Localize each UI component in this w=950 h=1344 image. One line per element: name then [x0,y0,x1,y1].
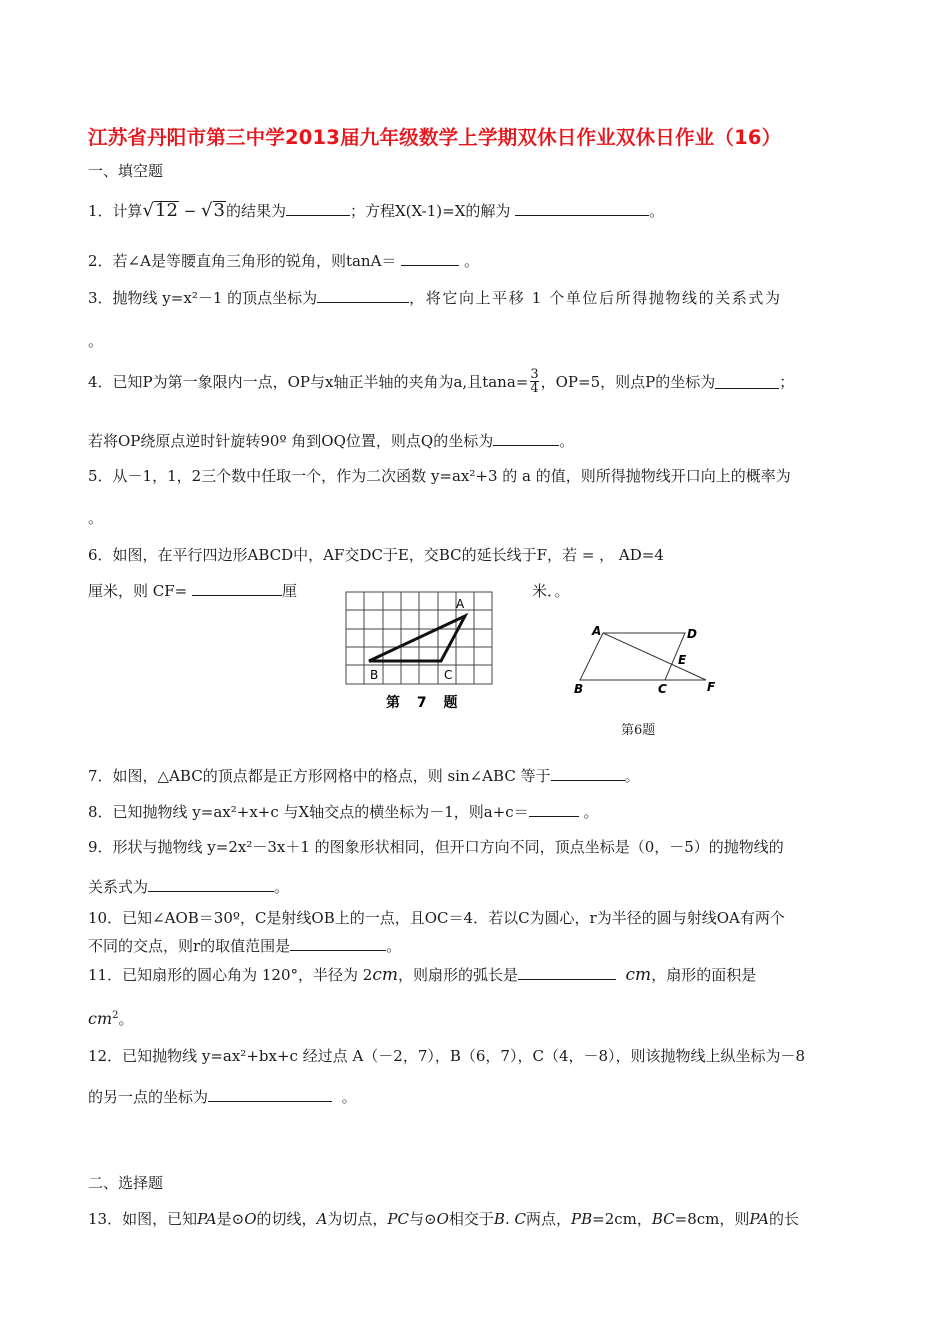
answer-blank[interactable] [286,201,350,216]
label-B: B [370,668,379,682]
answer-blank[interactable] [515,201,649,216]
question-5: 5．从－1，1，2三个数中任取一个，作为二次函数 y=ax²+3 的 a 的值，则所得抛物线开口向上的概率为 [88,467,791,485]
section-multiple-choice: 二、选择题 [88,1174,164,1192]
q3-line2: 。 [88,332,104,350]
question-4-line2 [88,430,574,451]
question-8 [88,801,598,822]
var-PA: PA [749,1210,769,1228]
q2-text: 2．若∠A是等腰直角三角形的锐角，则tanA＝ [88,252,397,270]
question-9-line2 [88,876,289,897]
question-1 [88,200,664,221]
q4-prefix: 4．已知P为第一象限内一点，OP与x轴正半轴的夹角为a,且tana= [88,373,529,391]
sqrt-12: √12 [142,200,178,221]
q7-end: 。 [624,767,640,785]
q6-unit-b: 米．。 [532,582,570,600]
q11-text-c: ，扇形的面积是 [651,966,757,984]
q13-text: 是⊙ [216,1210,245,1228]
answer-blank[interactable] [192,581,282,596]
q10-line2-text: 不同的交点，则r的取值范围是 [88,937,291,955]
q5-line2: 。 [88,509,104,527]
figure-7-graphic [344,590,494,715]
question-13 [88,1208,799,1229]
q8-text: 8．已知抛物线 y=ax²+x+c 与X轴交点的横坐标为－1，则a+c＝ [88,803,529,821]
label-F: F [707,680,716,694]
q13-text: 为切点， [327,1210,388,1228]
label-A: A [592,624,602,638]
var-O: O [436,1210,449,1228]
var-C: C [514,1210,526,1228]
q12-end: 。 [341,1088,357,1106]
q4-line2-text: 若将OP绕原点逆时针旋转90º 角到OQ位置，则点Q的坐标为 [88,432,494,450]
q13-text: 两点， [525,1210,571,1228]
q11-text-b: ，则扇形的弧长是 [397,966,518,984]
q13-text: =8cm，则 [674,1210,750,1228]
section-fill-in-blank: 一、填空题 [88,162,164,180]
question-6-line2 [88,580,297,601]
answer-blank[interactable] [208,1087,332,1102]
q6-text: 厘米，则 CF= [88,582,188,600]
label-D: D [687,627,697,641]
answer-blank[interactable] [290,936,386,951]
q2-end: 。 [463,252,479,270]
fraction-3-4: $\frac{3}{4}$ [530,367,539,396]
var-BC: BC [651,1210,675,1228]
var-B: B [493,1210,505,1228]
q3-text: 3．抛物线 y=x²－1 的顶点坐标为 [88,289,318,307]
q4-post: ，OP=5，则点P的坐标为 [540,373,716,391]
q11-sup: 2 [112,1010,119,1021]
question-2 [88,250,479,271]
answer-blank[interactable] [529,802,579,817]
figure-7 [344,590,494,719]
question-3 [88,287,782,308]
var-PC: PC [387,1210,409,1228]
q13-text: . [504,1210,510,1228]
answer-blank[interactable] [148,877,274,892]
q4-line2-end: 。 [559,432,575,450]
q13-text: =2cm， [592,1210,652,1228]
q7-text: 7．如图，△ABC的顶点都是正方形网格中的格点，则 sin∠ABC 等于 [88,767,551,785]
q13-text: 的长 [768,1210,799,1228]
var-PB: PB [571,1210,593,1228]
label-C: C [658,682,667,696]
figure-6-caption: 第6题 [621,723,656,738]
answer-blank[interactable] [493,431,559,446]
q1-mid2: ；方程X(X-1)=X的解为 [350,202,511,220]
q10-end: 。 [386,937,402,955]
question-10: 10．已知∠AOB＝30º，C是射线OB上的一点，且OC＝4．若以C为圆心，r为半径的圆与射线OA有两个 [88,909,785,927]
figure-7-caption: 第 7 题 [386,695,464,711]
question-12-line2 [88,1086,357,1107]
q8-end: 。 [583,803,599,821]
answer-blank[interactable] [551,766,625,781]
question-11-line2 [88,1008,134,1029]
label-A: A [456,597,465,611]
question-12: 12．已知抛物线 y=ax²+bx+c 经过点 A（－2，7），B（6，7），C（4，－8），则该抛物线上纵坐标为－8 [88,1047,806,1065]
q1-mid: 的结果为 [225,202,286,220]
q13-text: 13．如图，已知 [88,1210,198,1228]
question-4 [88,368,794,395]
label-B: B [574,682,584,696]
var-A: A [316,1210,328,1228]
answer-blank[interactable] [518,965,616,980]
question-10-line2 [88,935,401,956]
q6-unit-a: 厘 [282,582,298,600]
answer-blank[interactable] [715,374,779,389]
q12-line2-text: 的另一点的坐标为 [88,1088,209,1106]
sqrt-3: √3 [201,200,225,221]
q13-text: 相交于 [448,1210,494,1228]
q1-end: 。 [649,202,665,220]
question-6: 6．如图，在平行四边形ABCD中，AF交DC于E，交BC的延长线于F，若 = ， AD=4 [88,546,664,564]
q9-end: 。 [274,878,290,896]
var-PA: PA [197,1210,217,1228]
q11-text: 11．已知扇形的圆心角为 120°，半径为 2 [88,966,373,984]
q4-end: ； [779,373,795,391]
var-O: O [244,1210,257,1228]
q13-text: 的切线， [256,1210,317,1228]
answer-blank[interactable] [401,251,459,266]
q11-end: 。 [118,1010,134,1028]
question-11 [88,964,756,985]
figure-6-graphic [570,620,730,700]
q11-unit-area: cm [88,1009,113,1028]
answer-blank[interactable] [317,288,409,303]
label-C: C [444,668,453,682]
page-title: 江苏省丹阳市第三中学2013届九年级数学上学期双休日作业双休日作业（16） [88,126,782,149]
q11-unit: cm [625,965,652,985]
question-7 [88,765,640,786]
q11-unit: cm [372,965,398,985]
question-9: 9．形状与抛物线 y=2x²－3x＋1 的图象形状相同，但开口方向不同，顶点坐标是（0，－5）的抛物线的 [88,838,784,856]
q9-line2-text: 关系式为 [88,878,149,896]
q1-minus: − [178,202,202,220]
figure-6 [570,620,730,704]
q3-text-b: ，将它向上平移 1 个单位后所得抛物线的关系式为 [409,289,782,307]
q1-prefix: 1．计算 [88,202,143,220]
label-E: E [678,653,687,667]
q13-text: 与⊙ [409,1210,437,1228]
